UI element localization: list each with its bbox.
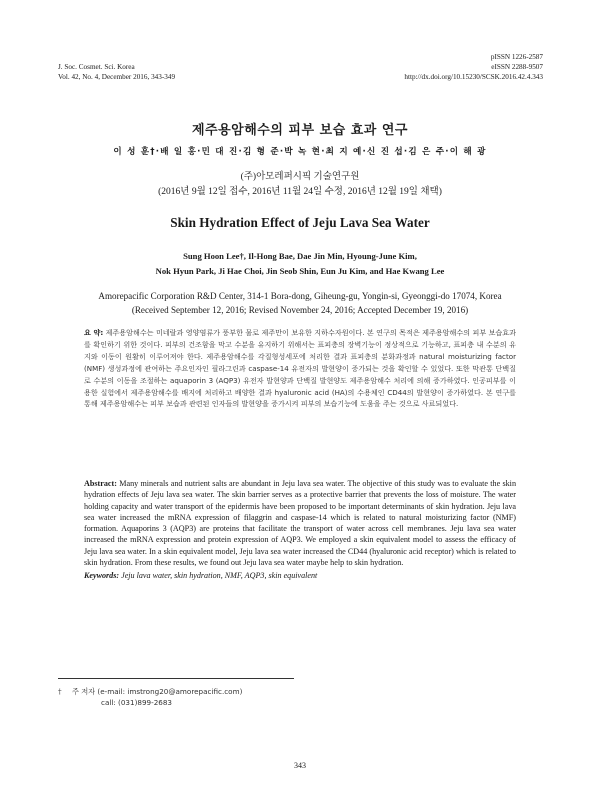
footnote-line-1 xyxy=(58,686,242,697)
dagger-mark: † xyxy=(58,687,62,696)
korean-title: 제주용암해수의 피부 보습 효과 연구 xyxy=(192,123,408,138)
korean-authors: 이 성 훈†·배 일 홍·민 대 진·김 형 준·박 녹 현·최 지 예·신 진 섭·김 은 주·이 해 광 xyxy=(113,147,487,157)
keywords xyxy=(84,571,516,580)
footnote-email: 주 저자 (e-mail: imstrong20@amorepacific.com) xyxy=(72,687,243,696)
eissn: eISSN 2288-9507 xyxy=(491,63,543,71)
keywords-text: Jeju lava water, skin hydration, NMF, AQP3, skin equivalent xyxy=(121,571,318,580)
journal-header-left xyxy=(58,62,175,82)
keywords-label: Keywords: xyxy=(84,571,120,580)
english-authors-line-1: Sung Hoon Lee†, Il-Hong Bae, Dae Jin Min, Hyoung-June Kim, xyxy=(183,251,417,261)
korean-affiliation: (주)아모레퍼시픽 기술연구원 xyxy=(240,172,360,182)
english-abstract-label: Abstract: xyxy=(84,479,117,488)
korean-dates: (2016년 9월 12일 접수, 2016년 11월 24일 수정, 2016년 12월 19일 채택) xyxy=(158,187,442,197)
english-dates: (Received September 12, 2016; Revised November 24, 2016; Accepted December 19, 2016) xyxy=(131,305,469,315)
journal-header-right xyxy=(404,52,543,82)
journal-volume: Vol. 42, No. 4, December 2016, 343-349 xyxy=(58,73,176,81)
footnote-divider xyxy=(58,678,294,679)
english-authors xyxy=(0,249,600,278)
doi-link[interactable]: http://dx.doi.org/10.15230/SCSK.2016.42.4.343 xyxy=(404,73,543,81)
page-number: 343 xyxy=(294,761,306,770)
korean-abstract-label: 요 약: xyxy=(84,328,104,337)
footnote-phone: call: (031)899-2683 xyxy=(101,698,172,707)
journal-name: J. Soc. Cosmet. Sci. Korea xyxy=(58,63,135,71)
english-abstract xyxy=(84,478,516,568)
korean-abstract xyxy=(84,327,516,410)
footnote xyxy=(58,686,242,708)
english-abstract-text: Many minerals and nutrient salts are abundant in Jeju lava sea water. The objective of this study was to evaluate the skin hydration effects of Jeju lava sea water. The skin barrier serves as a protective barrier that prevents the loss of moisture. The water holding capacity and water transport of the epidermis have been proposed to be important determinants of skin hydration. Jeju lava sea water increased the mRNA expression of filaggrin and caspase-14 which is related to natural moisturizing factor (NMF) formation. Aquaporins 3 (AQP3) are proteins that facilitate the transport of water across cell membranes. Jeju lava sea water increased the mRNA expression and protein expression of AQP3. We employed a skin equivalent model to assess the efficacy of Jeju lava sea water. In a skin equivalent model, Jeju lava sea water increased the CD44 (hyaluronic acid receptor) which is related to skin hydration. From these results, we found out Jeju lava sea water maybe help to skin hydration. xyxy=(84,479,517,568)
english-title: Skin Hydration Effect of Jeju Lava Sea Water xyxy=(170,215,430,230)
english-authors-line-2: Nok Hyun Park, Ji Hae Choi, Jin Seob Shin, Eun Ju Kim, and Hae Kwang Lee xyxy=(155,265,445,276)
english-affiliation: Amorepacific Corporation R&D Center, 314-1 Bora-dong, Giheung-gu, Yongin-si, Gyeonggi-do 17074, Korea xyxy=(98,291,502,301)
korean-abstract-text: 제주용암해수는 미네랄과 영양염류가 풍부한 물로 제주만이 보유한 지하수자원이다. 본 연구의 목적은 제주용암해수의 피부 보습효과를 확인하기 위한 것이다. 피부의 건조함을 막고 수분을 유지하기 위해서는 표피층의 장벽기능이 정상적으로 기능하고, 표피층 내 수분의 유지와 이동이 원활히 이루어져야 한다. 제주용암해수를 각질형성세포에 처리한 결과 표피층의 분화과정과 natural moisturizing factor (NMF) 생성과정에 관여하는 주요인자인 필라그린과 caspase-14 유전자의 발현양이 증가되는 것을 확인할 수 있었다. 또한 막관통 단백질로 수분의 이동을 조절하는 aquaporin 3 (AQP3) 유전자 발현양과 단백질 발현양도 제주용암해수 처리에 의해 증가하였다. 인공피부를 이용한 실험에서 제주용암해수를 배지에 처리하고 배양한 결과 hyaluronic acid (HA)의 수용체인 CD44의 발현양이 증가하였다. 본 연구를 통해 제주용암해수는 피부 보습과 관련된 인자들의 발현양을 증가시켜 피부의 보습기능에 도움을 주는 것으로 사료되었다. xyxy=(84,328,516,409)
pissn: pISSN 1226-2587 xyxy=(490,53,543,61)
